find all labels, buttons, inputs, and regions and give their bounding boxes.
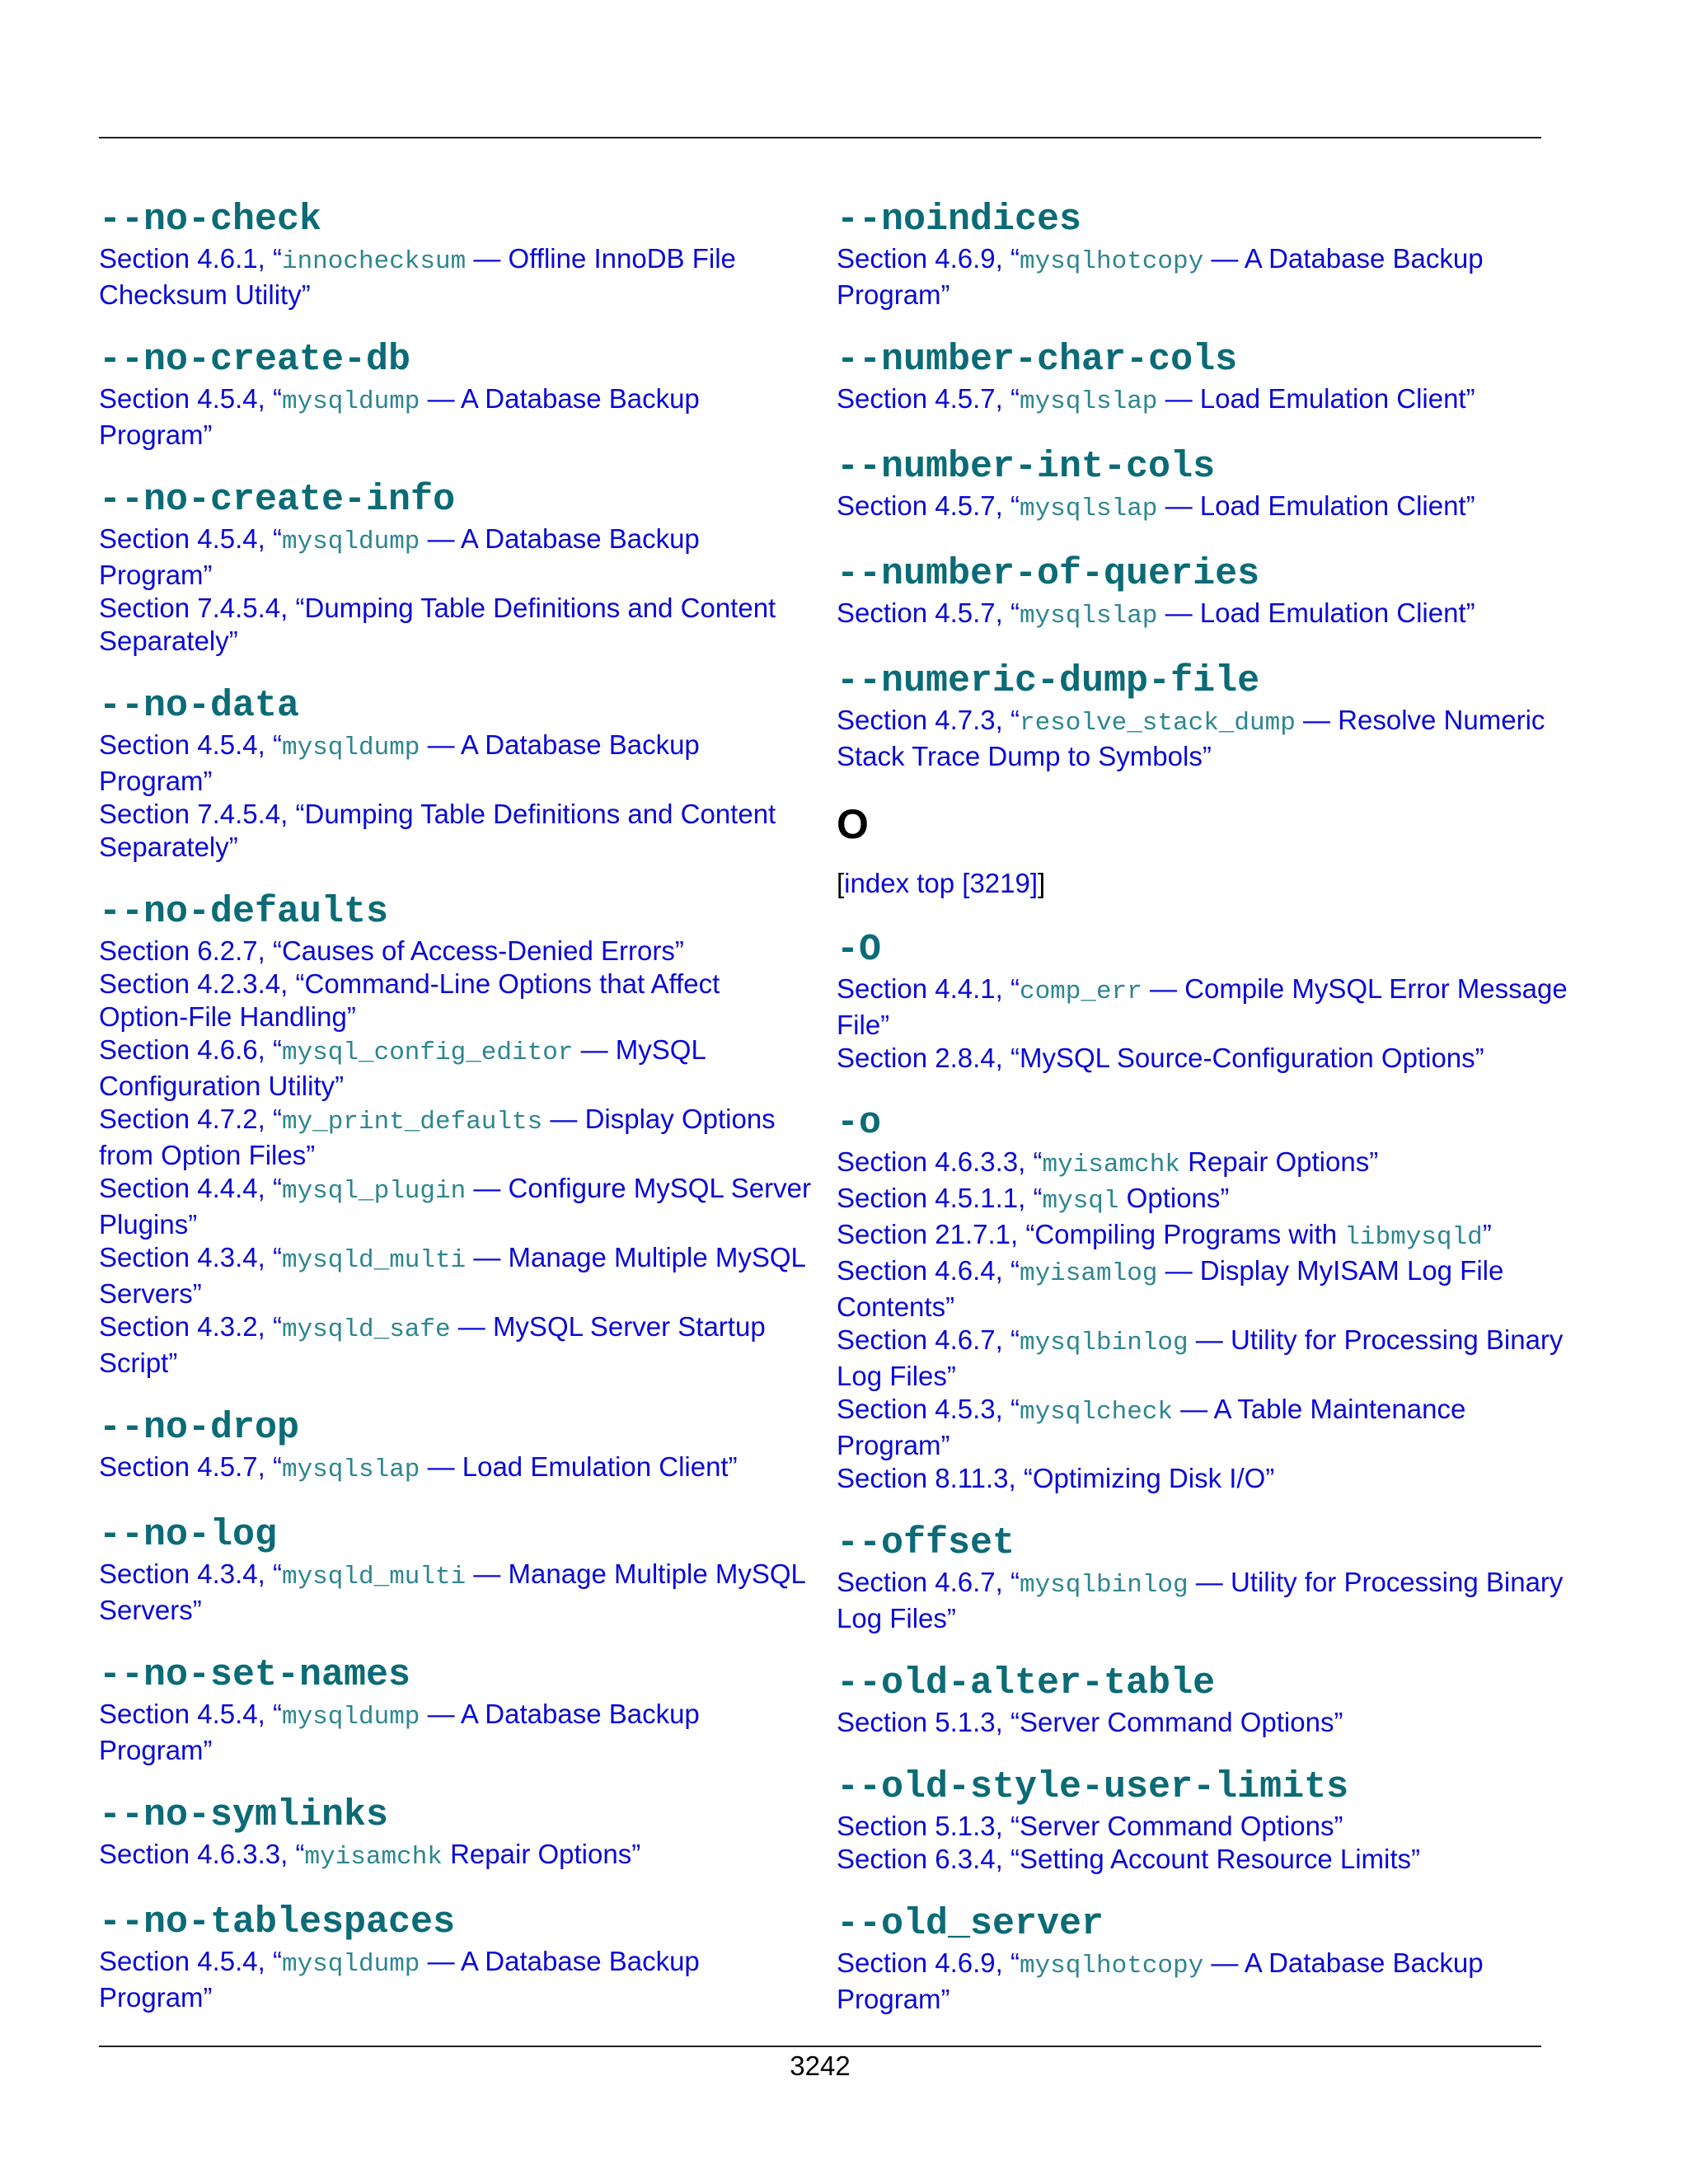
index-term: -O: [837, 929, 882, 971]
program-name: mysqld_multi: [281, 1563, 467, 1591]
index-entry: [99, 1653, 816, 1767]
program-name: mysqlcheck: [1019, 1398, 1173, 1427]
program-name: libmysqld: [1344, 1223, 1483, 1252]
reference-title: ”: [1482, 1219, 1492, 1249]
reference-text: Section 4.4.1, “: [837, 973, 1020, 1004]
index-entry: [99, 1900, 816, 2014]
index-term: --no-set-names: [99, 1654, 411, 1696]
reference-text: Section 4.5.7, “: [837, 490, 1020, 521]
reference-title: — Load Emulation Client”: [1157, 490, 1475, 521]
index-column-left: [99, 198, 816, 2041]
reference-text: Section 4.6.7, “: [837, 1324, 1020, 1355]
section-reference-link[interactable]: [837, 1218, 1578, 1254]
index-term: --no-defaults: [99, 891, 389, 933]
reference-title: — Offline InnoDB File Checksum Utility”: [99, 243, 736, 310]
reference-text: Section 4.6.7, “: [837, 1567, 1020, 1597]
reference-text: Section 2.8.4, “MySQL Source-Configuration Options”: [837, 1043, 1484, 1073]
index-entry: [837, 928, 1578, 1075]
program-name: mysqlslap: [1019, 602, 1158, 630]
reference-title: — Manage Multiple MySQL Servers”: [99, 1558, 805, 1625]
program-name: mysqldump: [281, 1703, 420, 1732]
reference-title: — Resolve Numeric Stack Trace Dump to Symbols”: [837, 705, 1545, 771]
reference-title: — Compile MySQL Error Message File”: [837, 973, 1568, 1040]
index-term: --no-create-info: [99, 479, 456, 521]
reference-title: — A Table Maintenance Program”: [837, 1394, 1466, 1460]
reference-title: — A Database Backup Program”: [837, 1947, 1484, 2014]
program-name: mysqlslap: [281, 1455, 420, 1484]
program-name: mysqlbinlog: [1019, 1571, 1189, 1600]
section-reference-link[interactable]: [837, 242, 1578, 312]
program-name: resolve_stack_dump: [1019, 709, 1296, 738]
section-reference-link[interactable]: [99, 1103, 816, 1172]
reference-text: Section 4.5.1.1, “: [837, 1183, 1043, 1213]
index-entry: [99, 478, 816, 658]
reference-title: — Load Emulation Client”: [1157, 598, 1475, 628]
index-entry: [837, 1661, 1578, 1739]
index-term: --old-style-user-limits: [837, 1766, 1349, 1808]
section-reference-link[interactable]: [837, 490, 1578, 526]
section-reference-link[interactable]: [99, 1033, 816, 1103]
reference-title: Repair Options”: [1179, 1146, 1379, 1177]
index-top-nav: [837, 867, 1578, 900]
section-reference-link[interactable]: [99, 242, 816, 312]
section-reference-link[interactable]: [837, 1042, 1578, 1075]
reference-text: Section 4.5.3, “: [837, 1394, 1020, 1424]
section-reference-link[interactable]: [99, 1945, 816, 2014]
program-name: mysql: [1042, 1187, 1119, 1216]
program-name: myisamchk: [1042, 1151, 1180, 1179]
program-name: mysqlbinlog: [1019, 1329, 1189, 1357]
program-name: mysqldump: [281, 387, 420, 416]
section-letter: O: [837, 801, 869, 847]
index-term: -o: [837, 1102, 882, 1144]
section-reference-link[interactable]: [99, 1698, 816, 1767]
index-term: --offset: [837, 1522, 1015, 1564]
reference-title: — A Database Backup Program”: [99, 1699, 700, 1765]
index-entry: [99, 338, 816, 452]
reference-title: — A Database Backup Program”: [837, 243, 1484, 310]
reference-text: Section 4.6.3.3, “: [837, 1146, 1043, 1177]
index-entry: [837, 552, 1578, 633]
program-name: mysqlhotcopy: [1019, 1952, 1204, 1980]
index-entry: [837, 1902, 1578, 2016]
index-term: --no-tablespaces: [99, 1901, 456, 1943]
program-name: mysqlslap: [1019, 494, 1158, 523]
reference-text: Section 4.6.9, “: [837, 243, 1020, 274]
section-reference-link[interactable]: [837, 972, 1578, 1042]
section-reference-link[interactable]: [837, 1146, 1578, 1182]
bracket-close: ]: [1038, 868, 1046, 898]
section-reference-link[interactable]: [99, 382, 816, 452]
reference-text: Section 5.1.3, “Server Command Options”: [837, 1707, 1343, 1737]
reference-title: — Display MyISAM Log File Contents”: [837, 1255, 1504, 1322]
reference-text: Section 4.3.2, “: [99, 1311, 282, 1342]
reference-text: Section 21.7.1, “Compiling Programs with: [837, 1219, 1345, 1249]
index-entry: [99, 1406, 816, 1487]
reference-title: — MySQL Server Startup Script”: [99, 1311, 766, 1378]
index-entry: [837, 445, 1578, 526]
section-reference-link[interactable]: [837, 1254, 1578, 1324]
program-name: mysqldump: [281, 1950, 420, 1979]
reference-text: Section 4.6.9, “: [837, 1947, 1020, 1978]
footer-rule: [99, 2046, 1541, 2047]
section-reference-link[interactable]: [99, 798, 816, 864]
reference-text: Section 4.5.7, “: [837, 383, 1020, 414]
index-entry: [837, 1101, 1578, 1495]
section-reference-link[interactable]: [837, 382, 1578, 419]
reference-title: — MySQL Configuration Utility”: [99, 1034, 706, 1101]
program-name: mysqlslap: [1019, 387, 1158, 416]
reference-title: — Load Emulation Client”: [1157, 383, 1475, 414]
reference-text: Section 4.6.6, “: [99, 1034, 282, 1065]
section-reference-link[interactable]: [837, 1843, 1578, 1876]
reference-text: Section 4.5.4, “: [99, 729, 282, 760]
section-reference-link[interactable]: [99, 1558, 816, 1627]
section-reference-link[interactable]: [837, 1566, 1578, 1635]
reference-text: Section 4.7.2, “: [99, 1104, 282, 1134]
index-column-right: [837, 198, 1578, 2042]
reference-text: Section 4.2.3.4, “Command-Line Options that Affect Option-File Handling”: [99, 968, 720, 1032]
index-term: --noindices: [837, 199, 1082, 241]
index-entry: [837, 1765, 1578, 1876]
reference-text: Section 4.6.1, “: [99, 243, 282, 274]
index-entries-n: [837, 198, 1578, 773]
section-reference-link[interactable]: [99, 1241, 816, 1310]
reference-text: Section 4.3.4, “: [99, 1558, 282, 1589]
reference-title: — A Database Backup Program”: [99, 383, 700, 450]
section-reference-link[interactable]: [99, 1838, 816, 1874]
reference-text: Section 5.1.3, “Server Command Options”: [837, 1811, 1343, 1841]
program-name: myisamlog: [1019, 1259, 1158, 1288]
index-term: --no-create-db: [99, 339, 411, 381]
reference-title: — Display Options from Option Files”: [99, 1104, 776, 1170]
program-name: mysql_config_editor: [281, 1038, 574, 1067]
bracket-open: [: [837, 868, 845, 898]
reference-text: Section 8.11.3, “Optimizing Disk I/O”: [837, 1463, 1275, 1493]
index-term: --number-int-cols: [837, 446, 1216, 488]
section-reference-link[interactable]: [837, 597, 1578, 633]
index-term: --number-of-queries: [837, 553, 1260, 595]
reference-text: Section 4.7.3, “: [837, 705, 1020, 735]
index-entries-o: [837, 928, 1578, 2016]
reference-title: — Load Emulation Client”: [420, 1451, 738, 1482]
program-name: mysqlhotcopy: [1019, 247, 1204, 276]
reference-title: — Manage Multiple MySQL Servers”: [99, 1242, 805, 1309]
index-entry: [99, 1793, 816, 1874]
section-reference-link[interactable]: [99, 1172, 816, 1241]
index-top-link[interactable]: index top [3219]: [844, 868, 1039, 898]
reference-text: Section 6.2.7, “Causes of Access-Denied Errors”: [99, 935, 684, 966]
index-term: --no-check: [99, 199, 322, 241]
section-reference-link[interactable]: [837, 1706, 1578, 1739]
index-term: --number-char-cols: [837, 339, 1238, 381]
index-entry: [837, 659, 1578, 773]
section-reference-link[interactable]: [837, 1947, 1578, 2016]
section-reference-link[interactable]: [99, 1310, 816, 1380]
section-reference-link[interactable]: [837, 1393, 1578, 1462]
index-entry: [837, 198, 1578, 312]
index-entry: [99, 684, 816, 864]
index-entry: [837, 338, 1578, 419]
reference-title: — Utility for Processing Binary Log Files”: [837, 1567, 1564, 1633]
index-term: --no-drop: [99, 1407, 300, 1449]
page-number: 3242: [790, 2050, 851, 2081]
reference-text: Section 6.3.4, “Setting Account Resource Limits”: [837, 1844, 1421, 1874]
reference-title: — Configure MySQL Server Plugins”: [99, 1173, 811, 1240]
reference-title: — Utility for Processing Binary Log Files”: [837, 1324, 1564, 1391]
section-reference-link[interactable]: [837, 1324, 1578, 1393]
section-reference-link[interactable]: [99, 968, 816, 1033]
index-entry: [99, 1513, 816, 1627]
reference-text: Section 4.4.4, “: [99, 1173, 282, 1203]
program-name: mysqld_safe: [281, 1315, 451, 1344]
program-name: comp_err: [1019, 977, 1142, 1006]
program-name: innochecksum: [281, 247, 467, 276]
reference-text: Section 4.6.4, “: [837, 1255, 1020, 1286]
reference-title: Options”: [1118, 1183, 1230, 1213]
reference-title: — A Database Backup Program”: [99, 1946, 700, 2013]
reference-text: Section 4.5.7, “: [99, 1451, 282, 1482]
section-reference-link[interactable]: [99, 729, 816, 798]
program-name: mysqldump: [281, 733, 420, 762]
program-name: mysql_plugin: [281, 1177, 467, 1206]
program-name: mysqld_multi: [281, 1246, 467, 1275]
reference-title: — A Database Backup Program”: [99, 729, 700, 796]
reference-text: Section 4.6.3.3, “: [99, 1839, 305, 1869]
section-reference-link[interactable]: [99, 523, 816, 592]
header-rule: [99, 137, 1541, 138]
section-reference-link[interactable]: [837, 1182, 1578, 1218]
section-reference-link[interactable]: [99, 592, 816, 658]
index-entry: [99, 890, 816, 1380]
section-reference-link[interactable]: [837, 1810, 1578, 1843]
section-reference-link[interactable]: [99, 1451, 816, 1487]
reference-text: Section 4.5.4, “: [99, 1946, 282, 1976]
reference-title: — A Database Backup Program”: [99, 523, 700, 590]
reference-text: Section 4.5.4, “: [99, 1699, 282, 1729]
reference-text: Section 7.4.5.4, “Dumping Table Definitions and Content Separately”: [99, 593, 776, 656]
reference-text: Section 4.3.4, “: [99, 1242, 282, 1272]
index-term: --no-symlinks: [99, 1794, 389, 1836]
program-name: mysqldump: [281, 527, 420, 556]
index-entry: [99, 198, 816, 312]
section-reference-link[interactable]: [837, 1462, 1578, 1495]
index-term: --no-data: [99, 685, 300, 727]
section-reference-link[interactable]: [837, 704, 1578, 773]
index-term: --old-alter-table: [837, 1662, 1216, 1704]
program-name: my_print_defaults: [281, 1108, 543, 1137]
index-term: --numeric-dump-file: [837, 660, 1260, 702]
reference-text: Section 4.5.4, “: [99, 383, 282, 414]
reference-title: Repair Options”: [442, 1839, 641, 1869]
reference-text: Section 7.4.5.4, “Dumping Table Definitions and Content Separately”: [99, 799, 776, 862]
index-term: --old_server: [837, 1903, 1104, 1945]
program-name: myisamchk: [304, 1843, 443, 1872]
reference-text: Section 4.5.4, “: [99, 523, 282, 554]
index-term: --no-log: [99, 1514, 278, 1556]
reference-text: Section 4.5.7, “: [837, 598, 1020, 628]
index-entry: [837, 1521, 1578, 1635]
section-reference-link[interactable]: [99, 935, 816, 968]
